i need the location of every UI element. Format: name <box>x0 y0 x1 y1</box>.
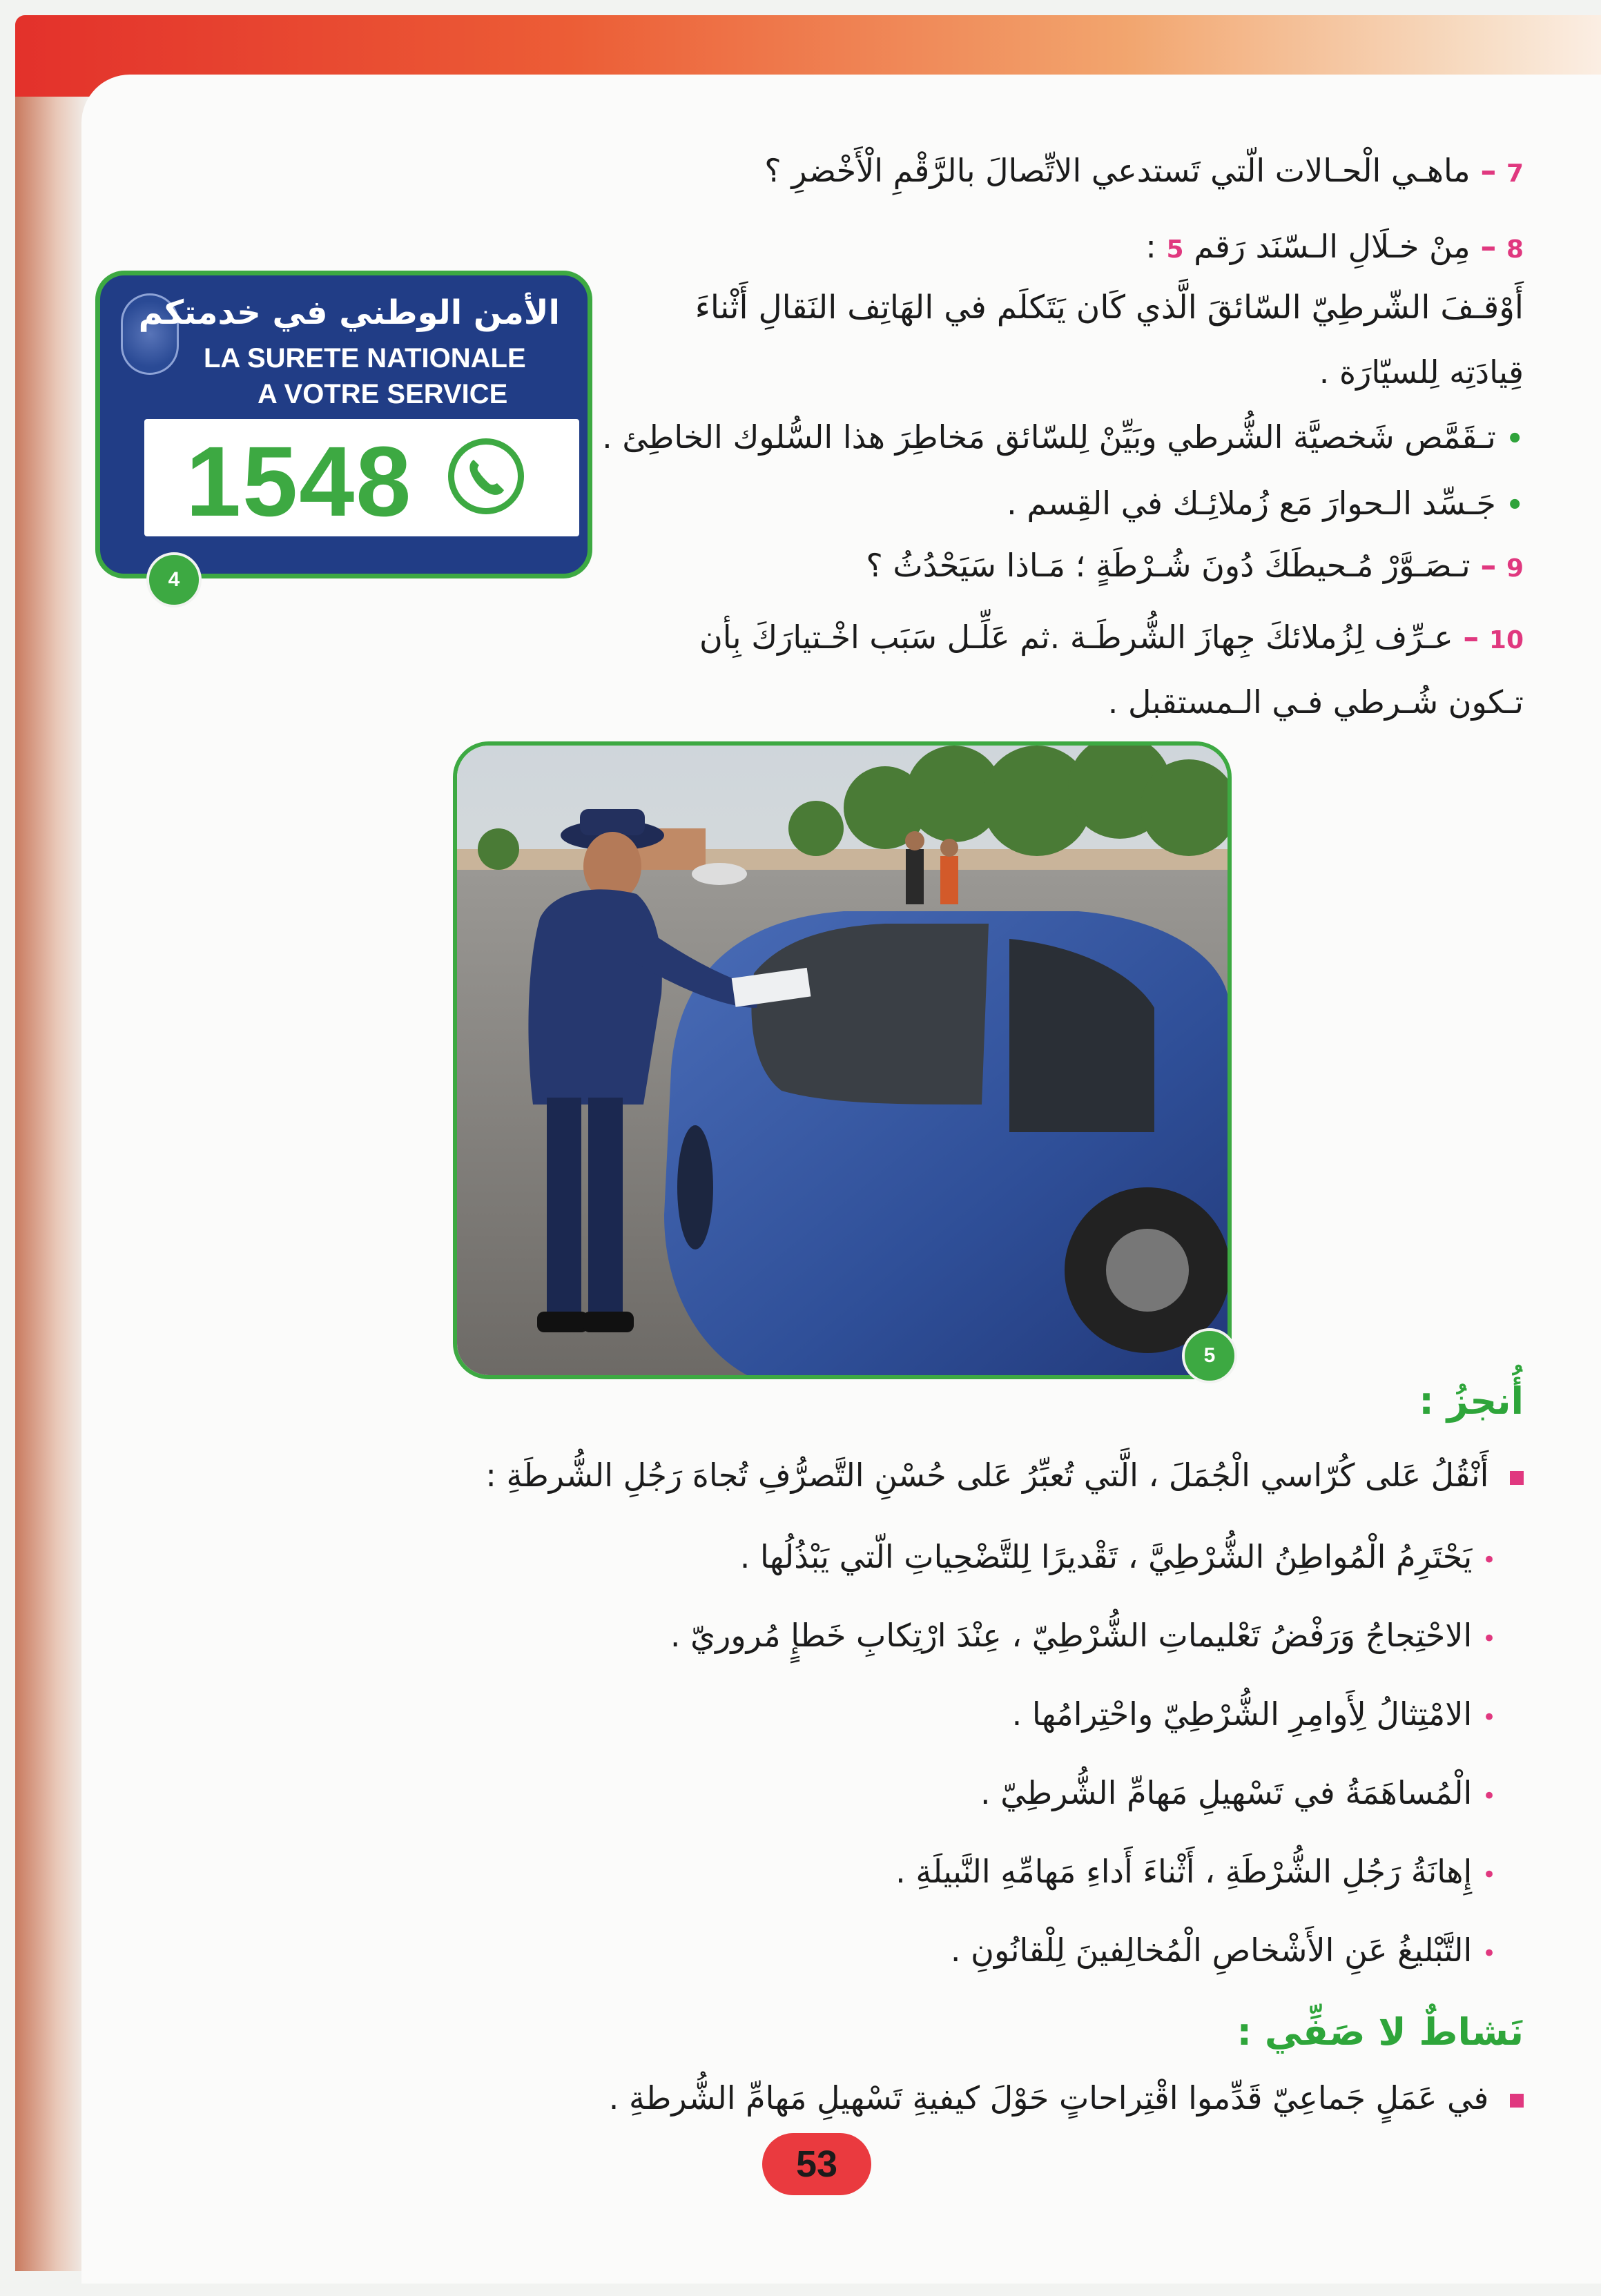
question-8 <box>1145 228 1524 266</box>
question-8-body-line-2: قِيادَتِه لِلسيّارَة . <box>1319 353 1524 391</box>
question-10 <box>699 619 1524 656</box>
question-8-body-line-1: أَوْقـفَ الشّرطِيّ السّائقَ الَّذي كَان يَتَكلَم في الهَاتِف النَقالِ أَثْناءَ <box>695 289 1524 327</box>
sign-french-line-2: A VOTRE SERVICE <box>258 379 508 409</box>
figure-5-badge: 5 <box>1182 1328 1237 1383</box>
achieve-item <box>895 1853 1496 1891</box>
question-9 <box>866 547 1524 585</box>
item-text: الْمُساهَمَةُ في تَسْهيلِ مَهامِّ الشُّرطِيّ . <box>980 1774 1473 1811</box>
section-heading: نَشاطٌ لا صَفِّي : <box>1236 2010 1524 2054</box>
bullet-dot: • <box>1482 1940 1496 1967</box>
item-text: التَّبْليغُ عَنِ الأَشْخاصِ الْمُخالِفينَ لِلْقانُونِ . <box>950 1932 1473 1969</box>
achieve-item <box>1012 1695 1496 1733</box>
phone-icon <box>448 438 524 514</box>
item-text: الامْتِثالُ لِأَوامِرِ الشُّرْطِيّ واحْتِرامُها . <box>1011 1695 1473 1733</box>
section-heading: أُنجزُ : <box>1419 1379 1524 1423</box>
green-number-sign <box>95 271 592 578</box>
item-text: الاحْتِجاجُ وَرَفْضُ تَعْليماتِ الشُّرْطِيّ ، عِنْدَ ارْتِكابِ خَطإٍ مُروريّ . <box>670 1617 1473 1654</box>
achieve-item <box>740 1538 1496 1576</box>
activity-text: في عَمَلٍ جَماعِيّ قَدِّموا اقْتِراحاتٍ حَوْلَ كيفيةِ تَسْهيلِ مَهامِّ الشُّرطةِ . <box>608 2079 1489 2117</box>
achieve-instruction <box>485 1457 1524 1495</box>
question-text: عـرِّف لِزُملائكَ جِهازَ الشُّرطَـة .ثم عَلِّـل سَبَب اخْـتيارَكَ بِأن <box>699 619 1453 656</box>
bullet-dot: • <box>1482 1625 1496 1653</box>
dash-marker: – <box>1480 228 1497 265</box>
left-decorative-band <box>15 97 91 2271</box>
figure-4-badge: 4 <box>146 552 202 607</box>
sign-number-panel <box>144 419 579 536</box>
bullet-dot: • <box>1482 1861 1496 1889</box>
question-10-line-2: تـكون شُـرطي فـي الـمستقبل . <box>1107 683 1524 721</box>
question-8-bullet <box>1007 485 1524 523</box>
question-text: مِنْ خـلَالِ الـسّنَد رَقم <box>1194 228 1471 265</box>
item-text: يَحْتَرِمُ الْمُواطِنُ الشُّرْطِيَّ ، تَقْديرًا لِلتَّضْحِياتِ الّتي يَبْذُلُها . <box>739 1538 1473 1575</box>
question-8-bullet <box>602 418 1524 456</box>
square-bullet-icon <box>1510 2094 1524 2108</box>
bullet-dot: • <box>1482 1546 1496 1574</box>
bullet-text: تـقَمَّص شَخصيَّة الشُّرطي وبَيِّنْ لِلسّائق مَخاطِرَ هذا السُّلوك الخاطِئ . <box>602 418 1496 456</box>
question-number: 8 <box>1506 235 1524 264</box>
question-number: 7 <box>1506 159 1524 188</box>
achieve-item <box>670 1617 1496 1655</box>
document-reference: 5 <box>1166 235 1184 264</box>
achieve-heading <box>1419 1379 1524 1424</box>
dash-marker: – <box>1480 152 1497 189</box>
bullet-dot: • <box>1506 423 1524 455</box>
dash-marker: – <box>1463 619 1479 656</box>
question-7 <box>764 152 1524 190</box>
question-colon: : <box>1145 228 1156 265</box>
square-bullet-icon <box>1510 1471 1524 1485</box>
achieve-item <box>951 1932 1496 1969</box>
bullet-dot: • <box>1482 1704 1496 1731</box>
police-traffic-stop-photo <box>453 741 1232 1379</box>
dash-marker: – <box>1480 547 1497 584</box>
question-text: تـصَـوَّرْ مُـحيطَكَ دُونَ شُـرْطَةٍ ؛ مَـاذا سَيَحْدُثُ ؟ <box>866 547 1471 584</box>
activity-heading <box>1237 2010 1524 2055</box>
sign-arabic-text: الأمن الوطني في خدمتكم <box>138 293 560 332</box>
green-number: 1548 <box>186 426 413 537</box>
question-number: 9 <box>1506 554 1524 583</box>
question-text: ماهـي الْحـالات الّتي تَستدعي الاتِّصالَ بالرَّقْمِ الْأَخْضرِ ؟ <box>764 152 1471 189</box>
item-text: إِهانَةُ رَجُلِ الشُّرْطَةِ ، أَثْناءَ أَداءِ مَهامِّهِ النَّبيلَةِ . <box>895 1853 1473 1890</box>
achieve-item <box>980 1774 1496 1812</box>
page-number: 53 <box>762 2133 871 2195</box>
question-number: 10 <box>1488 626 1524 654</box>
bullet-dot: • <box>1482 1782 1496 1810</box>
activity-text-line <box>609 2079 1524 2117</box>
bullet-dot: • <box>1506 489 1524 521</box>
bullet-text: جَـسِّد الـحوارَ مَع زُملائِـك في القِسم . <box>1007 485 1496 522</box>
sign-french-line-1: LA SURETE NATIONALE <box>204 343 526 373</box>
instruction-text: أَنْقُلُ عَلى كُرّاسي الْجُمَلَ ، الَّتي تُعبِّرُ عَلى حُسْنِ التَّصرُّفِ تُجاهَ رَجُلِ الشُّرطَةِ : <box>485 1457 1489 1494</box>
